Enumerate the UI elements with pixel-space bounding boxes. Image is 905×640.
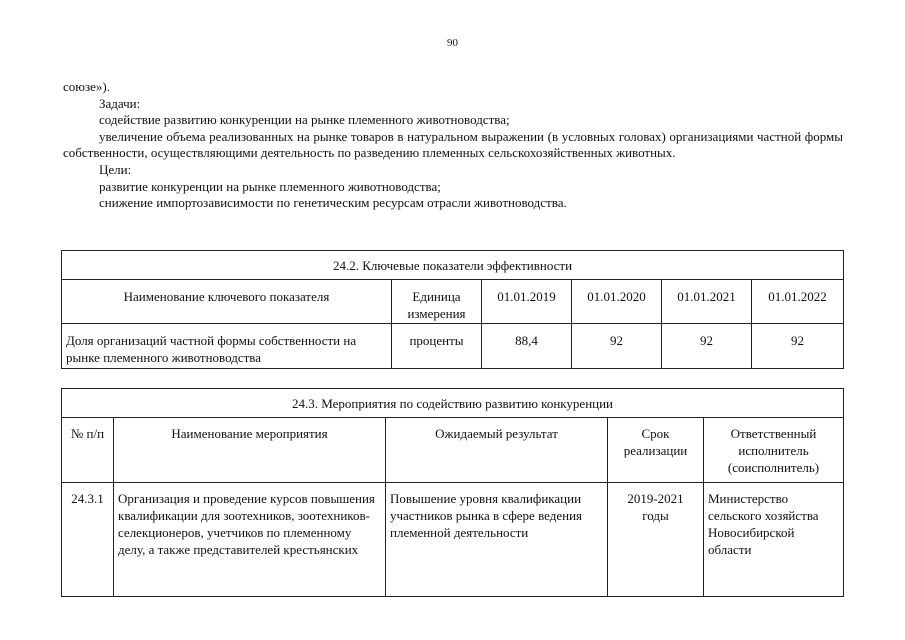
- table-cell: 88,4: [482, 324, 572, 369]
- paragraph-tasks-heading: Задачи:: [99, 95, 141, 111]
- column-header: Ответственный исполнитель (соисполнитель): [704, 418, 844, 483]
- table-cell: Министерство сельского хозяйства Новосибирской области: [704, 483, 844, 597]
- table-row: [62, 483, 844, 597]
- table-caption: 24.2. Ключевые показатели эффективности: [62, 251, 844, 280]
- column-header: 01.01.2020: [572, 280, 662, 324]
- column-header: Наименование мероприятия: [114, 418, 386, 483]
- column-header: Единица измерения: [392, 280, 482, 324]
- column-header: 01.01.2019: [482, 280, 572, 324]
- kpi-table: [61, 250, 844, 369]
- table-cell: Доля организаций частной формы собственности на рынке племенного животноводства: [62, 324, 392, 369]
- table-caption: 24.3. Мероприятия по содействию развитию конкуренции: [62, 389, 844, 418]
- paragraph: развитие конкуренции на рынке племенного животноводства;: [99, 178, 441, 194]
- table-cell: 2019-2021 годы: [608, 483, 704, 597]
- body-text: [63, 79, 843, 212]
- column-header: 01.01.2021: [662, 280, 752, 324]
- table-cell: Организация и проведение курсов повышения квалификации для зоотехников, зоотехников-селекционеров, учетчиков по племенному делу, а также представителей крестьянских: [114, 483, 386, 597]
- paragraph: снижение импортозависимости по генетическим ресурсам отрасли животноводства.: [99, 195, 567, 211]
- column-header: № п/п: [62, 418, 114, 483]
- column-header: Срок реализации: [608, 418, 704, 483]
- paragraph-goals-heading: Цели:: [99, 161, 132, 177]
- column-header: Наименование ключевого показателя: [62, 280, 392, 324]
- paragraph: содействие развитию конкуренции на рынке племенного животноводства;: [99, 112, 510, 128]
- column-header: 01.01.2022: [752, 280, 844, 324]
- table-cell: 92: [752, 324, 844, 369]
- paragraph: увеличение объема реализованных на рынке товаров в натуральном выражении (в условных головах) организациями частной формы собственности, осуществляющими деятельность по разведению племенных сельскохозяйственных животных.: [63, 128, 843, 161]
- table-cell: 92: [572, 324, 662, 369]
- table-cell: 92: [662, 324, 752, 369]
- table-cell: 24.3.1: [62, 483, 114, 597]
- table-cell: Повышение уровня квалификации участников рынка в сфере ведения племенной деятельности: [386, 483, 608, 597]
- measures-table: [61, 388, 844, 597]
- column-header: Ожидаемый результат: [386, 418, 608, 483]
- paragraph: союзе»).: [63, 79, 110, 94]
- page-number: 90: [447, 37, 458, 49]
- table-row: [62, 324, 844, 369]
- table-cell: проценты: [392, 324, 482, 369]
